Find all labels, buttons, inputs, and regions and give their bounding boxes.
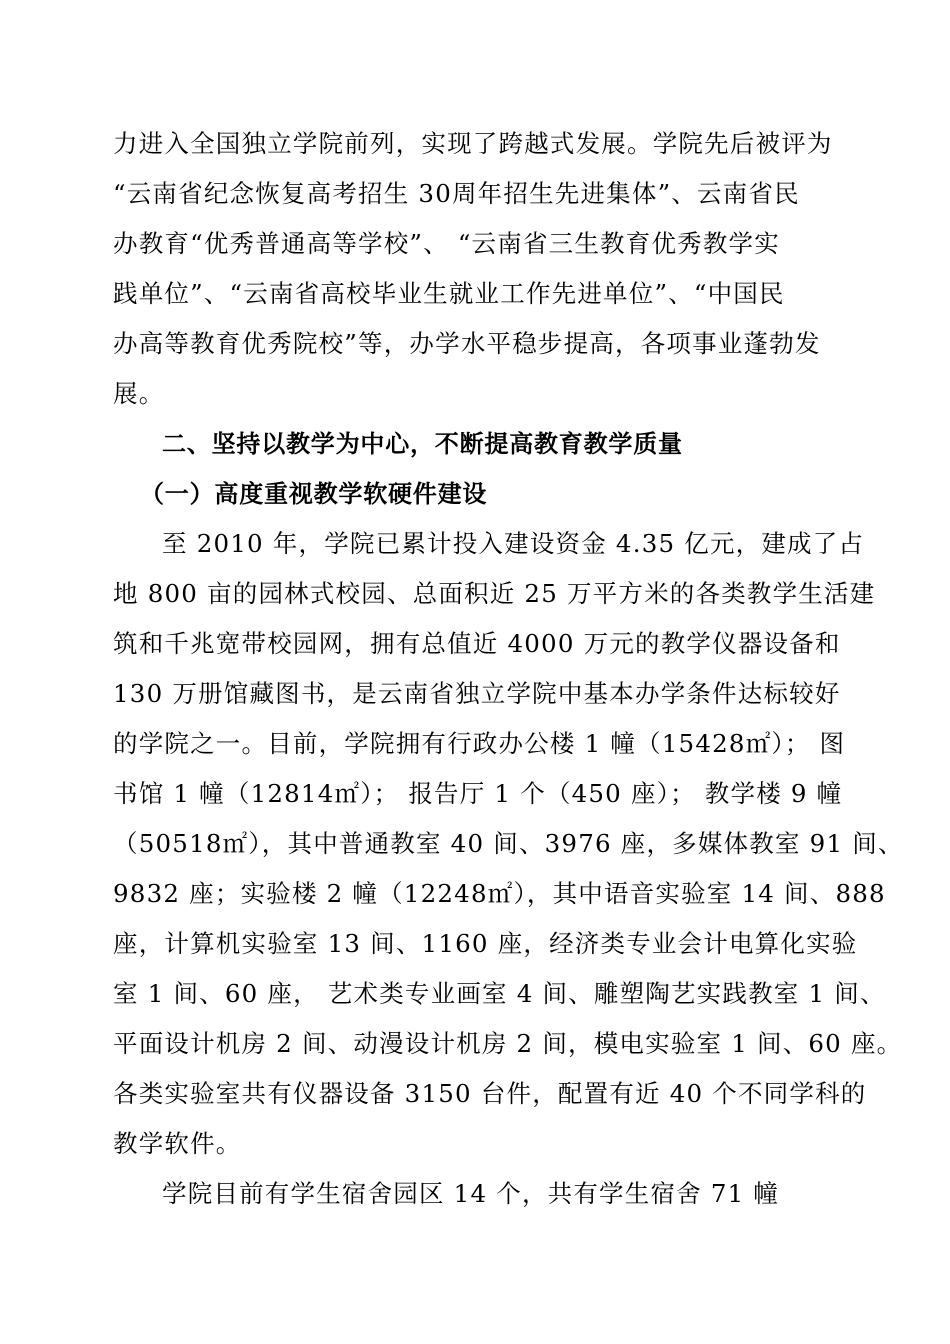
subsection-heading: （一）高度重视教学软硬件建设	[140, 480, 488, 508]
paragraph-line: 教学软件。	[113, 1129, 242, 1158]
paragraph-line: 筑和千兆宽带校园网，拥有总值近 4000 万元的教学仪器设备和	[113, 629, 841, 658]
paragraph-line: 的学院之一。目前，学院拥有行政办公楼 1 幢（15428㎡）； 图	[113, 729, 846, 758]
paragraph-line: 展。	[113, 379, 165, 408]
section-heading: 二、坚持以教学为中心，不断提高教育教学质量	[162, 430, 683, 458]
paragraph-line: 平面设计机房 2 间、动漫设计机房 2 间，模电实验室 1 间、60 座。	[113, 1029, 903, 1058]
paragraph-line: 9832 座；实验楼 2 幢（12248㎡），其中语音实验室 14 间、888	[113, 879, 886, 908]
paragraph-line: 各类实验室共有仪器设备 3150 台件，配置有近 40 个不同学科的	[113, 1079, 867, 1108]
paragraph-line: 地 800 亩的园林式校园、总面积近 25 万平方米的各类教学生活建	[113, 579, 876, 608]
paragraph-line: 室 1 间、60 座， 艺术类专业画室 4 间、雕塑陶艺实践教室 1 间、	[113, 979, 886, 1008]
paragraph-line: 至 2010 年，学院已累计投入建设资金 4.35 亿元，建成了占	[162, 529, 865, 558]
paragraph-line: “云南省纪念恢复高考招生 30周年招生先进集体”、云南省民	[113, 179, 800, 208]
paragraph-line: 践单位”、“云南省高校毕业生就业工作先进单位”、“中国民	[113, 279, 785, 308]
paragraph-line: 办教育“优秀普通高等学校”、 “云南省三生教育优秀教学实	[113, 229, 780, 258]
paragraph-line: 130 万册馆藏图书，是云南省独立学院中基本办学条件达标较好	[113, 679, 841, 708]
paragraph-line: 座，计算机实验室 13 间、1160 座，经济类专业会计电算化实验	[113, 929, 858, 958]
paragraph-line: 办高等教育优秀院校”等，办学水平稳步提高，各项事业蓬勃发	[113, 329, 821, 358]
paragraph-line: 书馆 1 幢（12814㎡）； 报告厅 1 个（450 座）； 教学楼 9 幢	[113, 779, 843, 808]
paragraph-line: （50518㎡），其中普通教室 40 间、3976 座，多媒体教室 91 间、	[113, 829, 904, 858]
paragraph-line: 学院目前有学生宿舍园区 14 个，共有学生宿舍 71 幢	[162, 1179, 780, 1208]
paragraph-line: 力进入全国独立学院前列，实现了跨越式发展。学院先后被评为	[113, 129, 833, 158]
